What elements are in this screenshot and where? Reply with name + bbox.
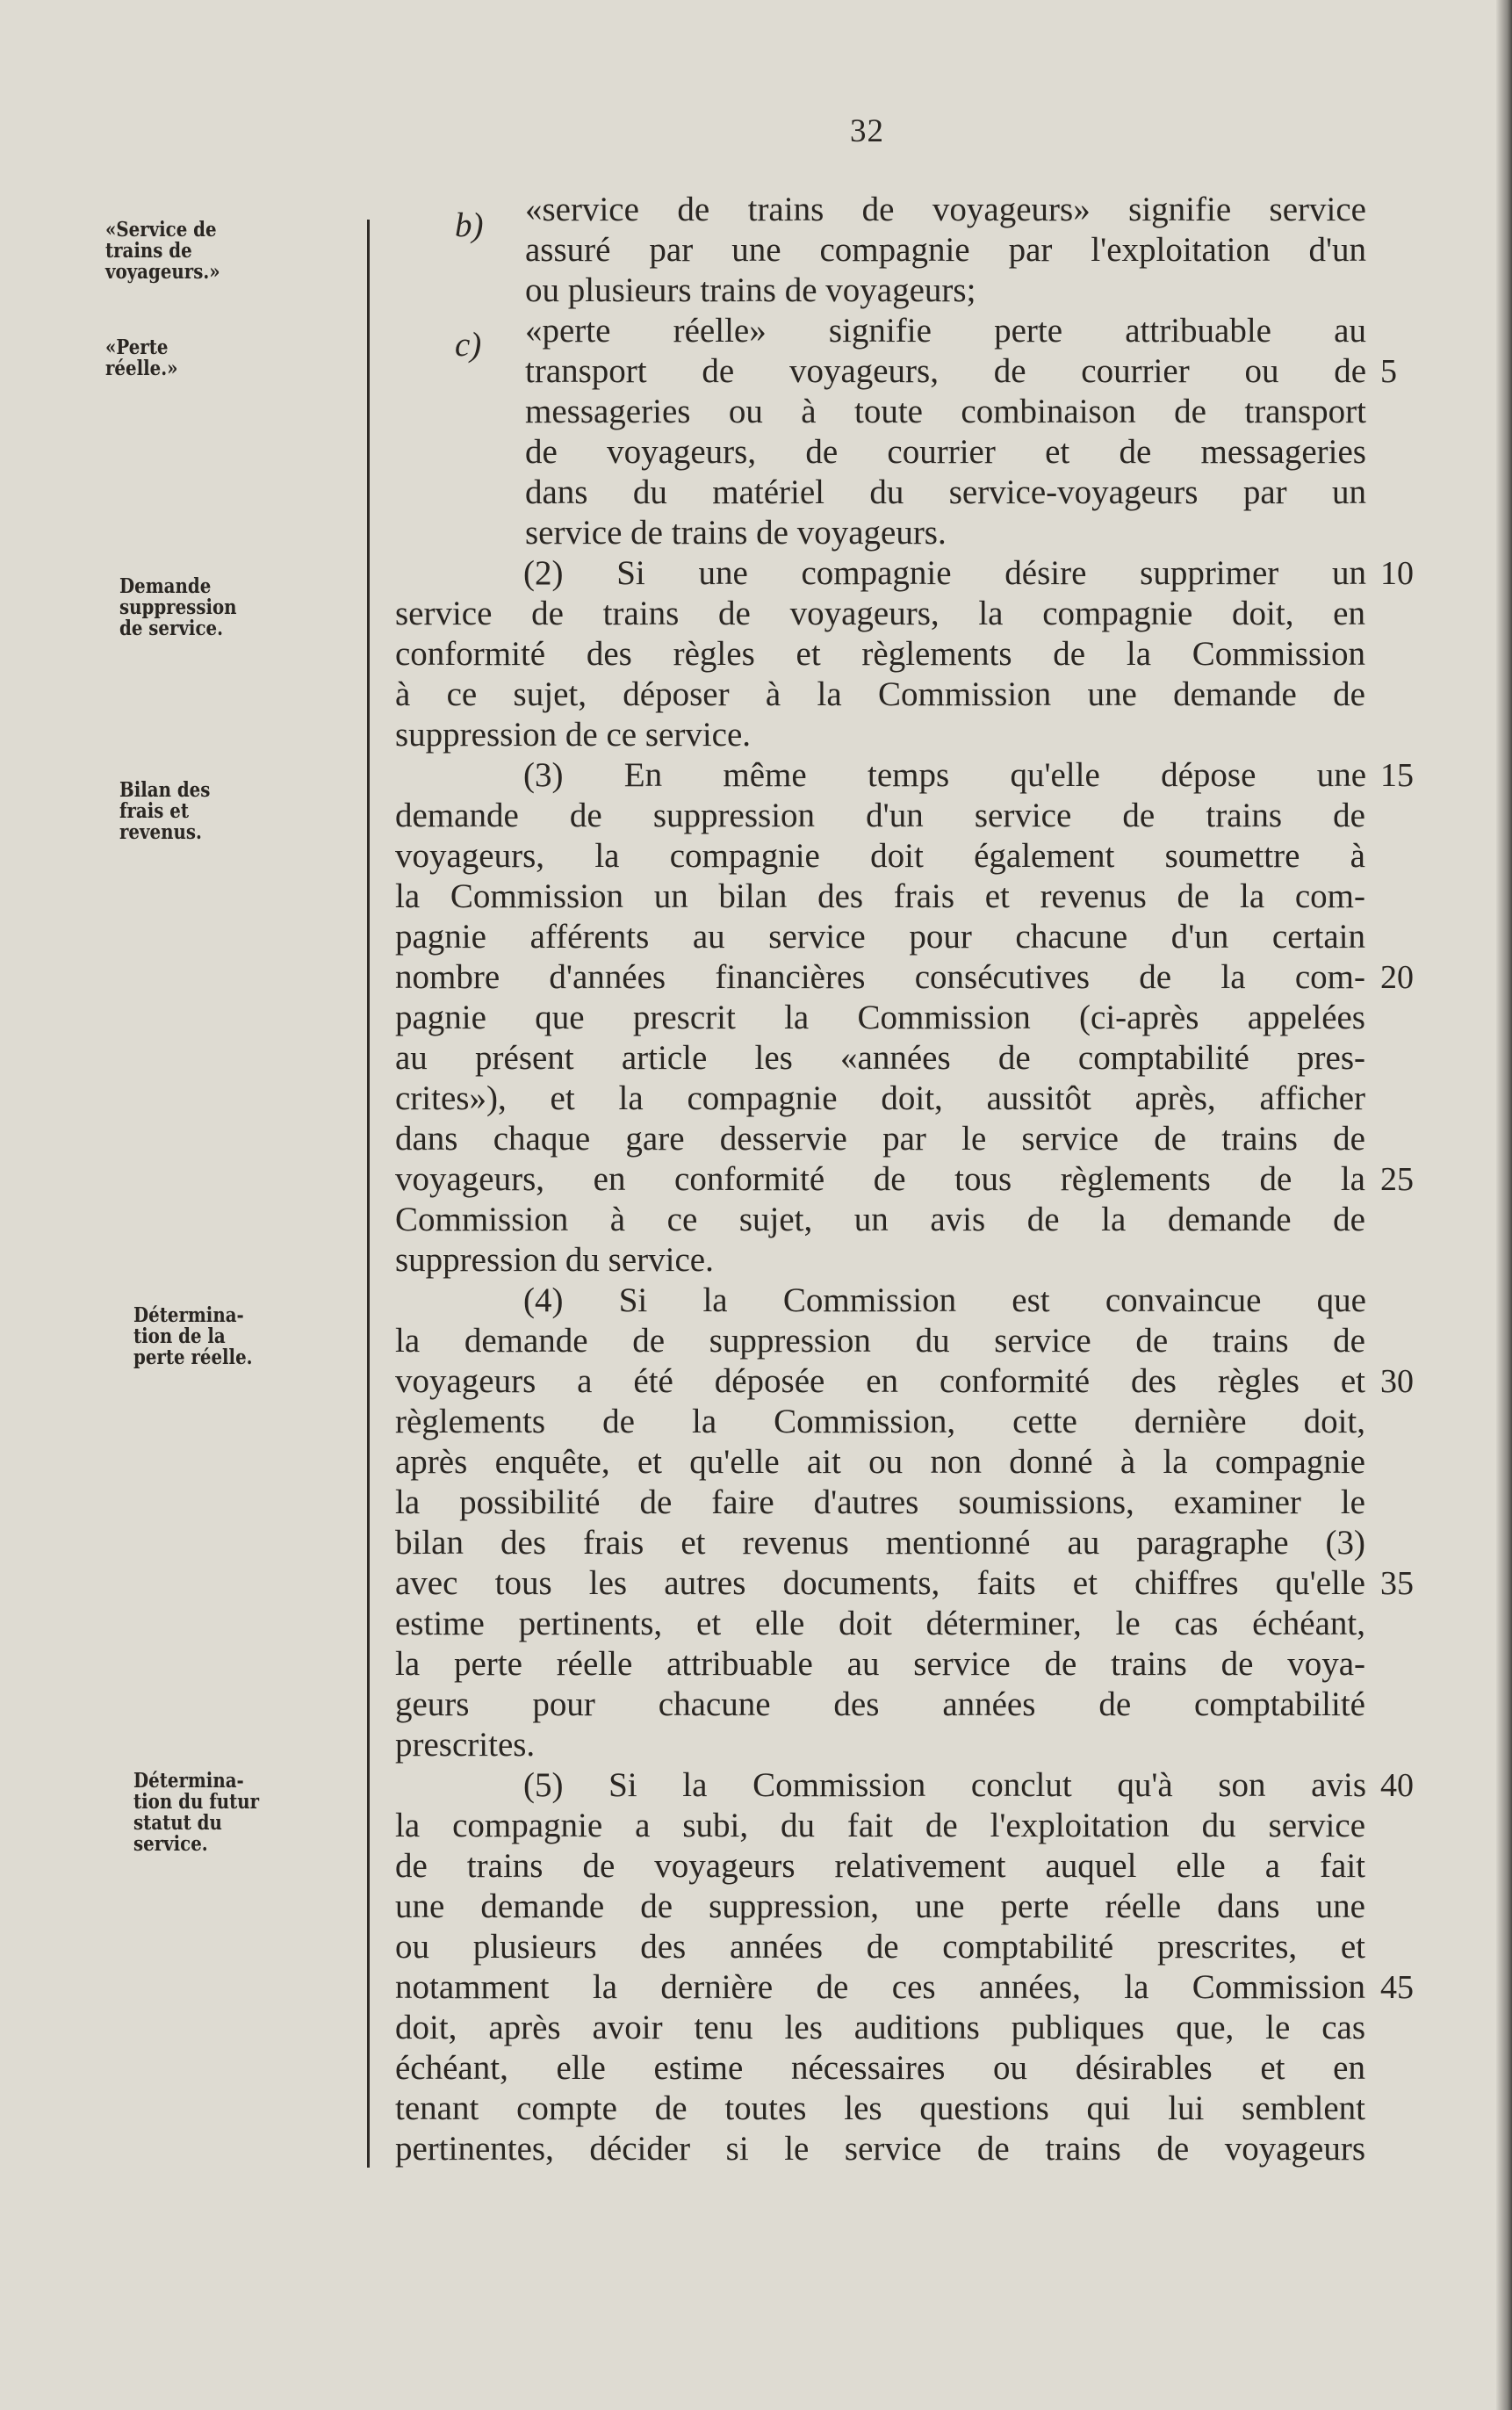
- text-line: avec tous les autres documents, faits et chiffres qu'elle: [395, 1564, 1365, 1602]
- text-line: geurs pour chacune des années de comptabilité: [395, 1685, 1365, 1723]
- text-line: suppression de ce service.: [395, 716, 752, 754]
- text-line: «perte réelle» signifie perte attribuable au: [525, 312, 1366, 350]
- text-line: la Commission un bilan des frais et revenus de la com-: [395, 877, 1365, 915]
- text-line: transport de voyageurs, de courrier ou de: [525, 352, 1366, 390]
- text-line: ou plusieurs trains de voyageurs;: [525, 271, 976, 309]
- text-line: dans du matériel du service-voyageurs par un: [525, 473, 1366, 511]
- line-number: 5: [1380, 353, 1397, 390]
- text-line: doit, après avoir tenu les auditions publiques que, le cas: [395, 2009, 1365, 2046]
- text-line: de trains de voyageurs relativement auquel elle a fait: [395, 1847, 1365, 1885]
- text-line: messageries ou à toute combinaison de transport: [525, 393, 1366, 430]
- line-number: 35: [1380, 1565, 1414, 1602]
- text-line: règlements de la Commission, cette dernière doit,: [395, 1403, 1365, 1440]
- text-line: pagnie que prescrit la Commission (ci-après appelées: [395, 999, 1365, 1036]
- text-line: (3) En même temps qu'elle dépose une: [523, 756, 1366, 794]
- text-line: au présent article les «années de comptabilité pres-: [395, 1039, 1365, 1077]
- margin-note-determination-perte: Détermina- tion de la perte réelle.: [133, 1303, 253, 1369]
- text-line: ou plusieurs des années de comptabilité prescrites, et: [395, 1928, 1365, 1966]
- text-line: pagnie afférents au service pour chacune d'un certain: [395, 918, 1365, 956]
- text-line: (5) Si la Commission conclut qu'à son avis: [523, 1766, 1366, 1804]
- margin-note-service-de-trains: «Service de trains de voyageurs.»: [105, 218, 220, 284]
- text-line: après enquête, et qu'elle ait ou non donné à la compagnie: [395, 1443, 1365, 1481]
- text-line: pertinentes, décider si le service de trains de voyageurs: [395, 2130, 1365, 2168]
- text-line: service de trains de voyageurs, la compagnie doit, en: [395, 595, 1365, 632]
- text-line: prescrites.: [395, 1726, 536, 1764]
- text-line: la demande de suppression du service de trains de: [395, 1322, 1365, 1360]
- text-line: de voyageurs, de courrier et de messageries: [525, 433, 1366, 471]
- text-line: échéant, elle estime nécessaires ou désirables et en: [395, 2049, 1365, 2087]
- item-label-b: b): [455, 206, 484, 244]
- text-line: la compagnie a subi, du fait de l'exploitation du service: [395, 1807, 1365, 1844]
- text-line: Commission à ce sujet, un avis de la demande de: [395, 1201, 1365, 1238]
- text-line: voyageurs a été déposée en conformité des règles et: [395, 1362, 1365, 1400]
- line-number: 25: [1380, 1161, 1414, 1198]
- line-number: 15: [1380, 757, 1414, 794]
- line-number: 20: [1380, 959, 1414, 996]
- text-line: (4) Si la Commission est convaincue que: [523, 1281, 1366, 1319]
- text-line: la perte réelle attribuable au service de trains de voya-: [395, 1645, 1365, 1683]
- text-line: bilan des frais et revenus mentionné au paragraphe (3): [395, 1524, 1365, 1562]
- text-line: suppression du service.: [395, 1241, 714, 1279]
- text-line: à ce sujet, déposer à la Commission une demande de: [395, 675, 1365, 713]
- page-number: 32: [850, 113, 884, 149]
- margin-note-demande-suppression: Demande suppression de service.: [119, 574, 237, 640]
- text-line: la possibilité de faire d'autres soumissions, examiner le: [395, 1483, 1365, 1521]
- item-label-c: c): [455, 326, 482, 364]
- margin-note-perte-reelle: «Perte réelle.»: [105, 336, 178, 380]
- text-line: demande de suppression d'un service de trains de: [395, 797, 1365, 834]
- text-line: estime pertinents, et elle doit déterminer, le cas échéant,: [395, 1605, 1365, 1642]
- text-line: tenant compte de toutes les questions qui lui semblent: [395, 2089, 1365, 2127]
- text-line: voyageurs, en conformité de tous règlements de la: [395, 1160, 1365, 1198]
- text-line: (2) Si une compagnie désire supprimer un: [523, 554, 1366, 592]
- margin-note-determination-statut: Détermina- tion du futur statut du service.: [133, 1769, 260, 1856]
- line-number: 30: [1380, 1363, 1414, 1400]
- line-number: 45: [1380, 1969, 1414, 2006]
- text-line: nombre d'années financières consécutives de la com-: [395, 958, 1365, 996]
- line-number: 10: [1380, 555, 1414, 592]
- text-line: crites»), et la compagnie doit, aussitôt après, afficher: [395, 1079, 1365, 1117]
- margin-note-bilan: Bilan des frais et revenus.: [119, 778, 211, 844]
- text-line: service de trains de voyageurs.: [525, 514, 947, 552]
- text-line: conformité des règles et règlements de la Commission: [395, 635, 1365, 673]
- text-line: notamment la dernière de ces années, la Commission: [395, 1968, 1365, 2006]
- text-line: assuré par une compagnie par l'exploitation d'un: [525, 231, 1366, 269]
- line-number: 40: [1380, 1767, 1414, 1804]
- page-edge-shadow: [1496, 0, 1512, 2410]
- text-line: une demande de suppression, une perte réelle dans une: [395, 1887, 1365, 1925]
- margin-rule: [367, 220, 370, 2168]
- text-line: voyageurs, la compagnie doit également soumettre à: [395, 837, 1365, 875]
- text-line: «service de trains de voyageurs» signifie service: [525, 191, 1366, 228]
- text-line: dans chaque gare desservie par le service de trains de: [395, 1120, 1365, 1158]
